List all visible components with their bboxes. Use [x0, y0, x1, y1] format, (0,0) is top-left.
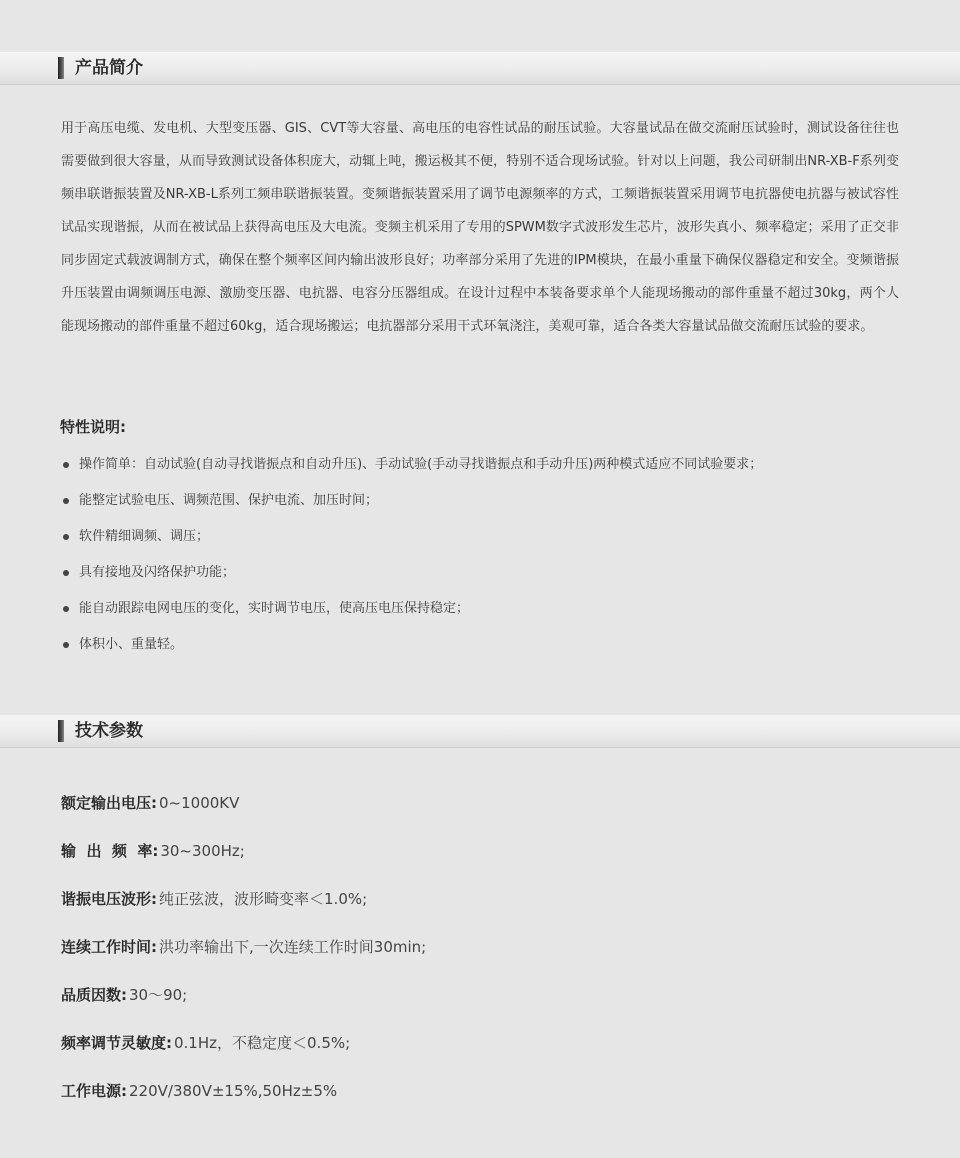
list-item [60, 627, 920, 663]
feature-text: 能整定试验电压、调频范围、保护电流、加压时间； [79, 493, 379, 508]
spec-value: 220V/380V±15%,50Hz±5% [129, 1082, 338, 1100]
spec-row [61, 923, 921, 971]
spec-label: 输 出 频 率: [61, 842, 159, 860]
spec-row [61, 779, 921, 827]
spec-row [61, 1067, 921, 1115]
spec-value: 0.1Hz，不稳定度＜0.5%; [174, 1034, 351, 1052]
list-item [60, 447, 920, 483]
features-list [60, 447, 920, 663]
feature-text: 操作简单：自动试验(自动寻找谐振点和自动升压)、手动试验(手动寻找谐振点和手动升压)两种模式适应不同试验要求； [79, 457, 763, 472]
spec-row [61, 1019, 921, 1067]
list-item [60, 591, 920, 627]
features-heading: 特性说明: [60, 418, 126, 436]
list-item [60, 519, 920, 555]
spec-label: 额定输出电压: [61, 794, 157, 812]
spec-value: 洪功率输出下,一次连续工作时间30min; [159, 938, 427, 956]
spec-label: 频率调节灵敏度: [61, 1034, 172, 1052]
spec-label: 连续工作时间: [61, 938, 157, 956]
spec-label: 工作电源: [61, 1082, 127, 1100]
bullet-icon [63, 570, 69, 576]
spec-row [61, 971, 921, 1019]
spec-value: 纯正弦波，波形畸变率＜1.0%; [159, 890, 368, 908]
section-marker [58, 57, 64, 79]
spec-value: 30～90; [129, 986, 188, 1004]
feature-text: 能自动跟踪电网电压的变化，实时调节电压，使高压电压保持稳定； [79, 601, 470, 616]
list-item [60, 555, 920, 591]
section-header-specs [0, 715, 960, 748]
list-item [60, 483, 920, 519]
spec-row [61, 827, 921, 875]
spec-row [61, 875, 921, 923]
spec-list [61, 779, 921, 1115]
section-header-intro [0, 52, 960, 85]
spec-label: 谐振电压波形: [61, 890, 157, 908]
spec-label: 品质因数: [61, 986, 127, 1004]
bullet-icon [63, 462, 69, 468]
bullet-icon [63, 498, 69, 504]
product-intro-text: 用于高压电缆、发电机、大型变压器、GIS、CVT等大容量、高电压的电容性试品的耐压试验。大容量试品在做交流耐压试验时，测试设备往往也需要做到很大容量，从而导致测试设备体积庞大，动辄上吨，搬运极其不便，特别不适合现场试验。针对以上问题，我公司研制出NR-XB-F系列变频串联谐振装置及NR-XB-L系列工频串联谐振装置。变频谐振装置采用了调节电源频率的方式，工频谐振装置采用调节电抗器使电抗器与被试容性试品实现谐振，从而在被试品上获得高电压及大电流。变频主机采用了专用的SPWM数字式波形发生芯片，波形失真小、频率稳定；采用了正交非同步固定式载波调制方式，确保在整个频率区间内输出波形良好；功率部分采用了先进的IPM模块，在最小重量下确保仪器稳定和安全。变频谐振升压装置由调频调压电源、激励变压器、电抗器、电容分压器组成。在设计过程中本装备要求单个人能现场搬动的部件重量不超过30kg，两个人能现场搬动的部件重量不超过60kg，适合现场搬运；电抗器部分采用干式环氧浇注，美观可靠，适合各类大容量试品做交流耐压试验的要求。 [61, 121, 899, 334]
spec-value: 30~300Hz; [160, 842, 245, 860]
feature-text: 具有接地及闪络保护功能； [79, 565, 236, 580]
section-title-intro: 产品简介 [75, 58, 143, 78]
bullet-icon [63, 606, 69, 612]
bullet-icon [63, 534, 69, 540]
feature-text: 软件精细调频、调压； [79, 529, 210, 544]
section-title-specs: 技术参数 [75, 721, 143, 741]
section-marker [58, 720, 64, 742]
feature-text: 体积小、重量轻。 [79, 637, 184, 652]
bullet-icon [63, 642, 69, 648]
spec-value: 0~1000KV [159, 794, 240, 812]
